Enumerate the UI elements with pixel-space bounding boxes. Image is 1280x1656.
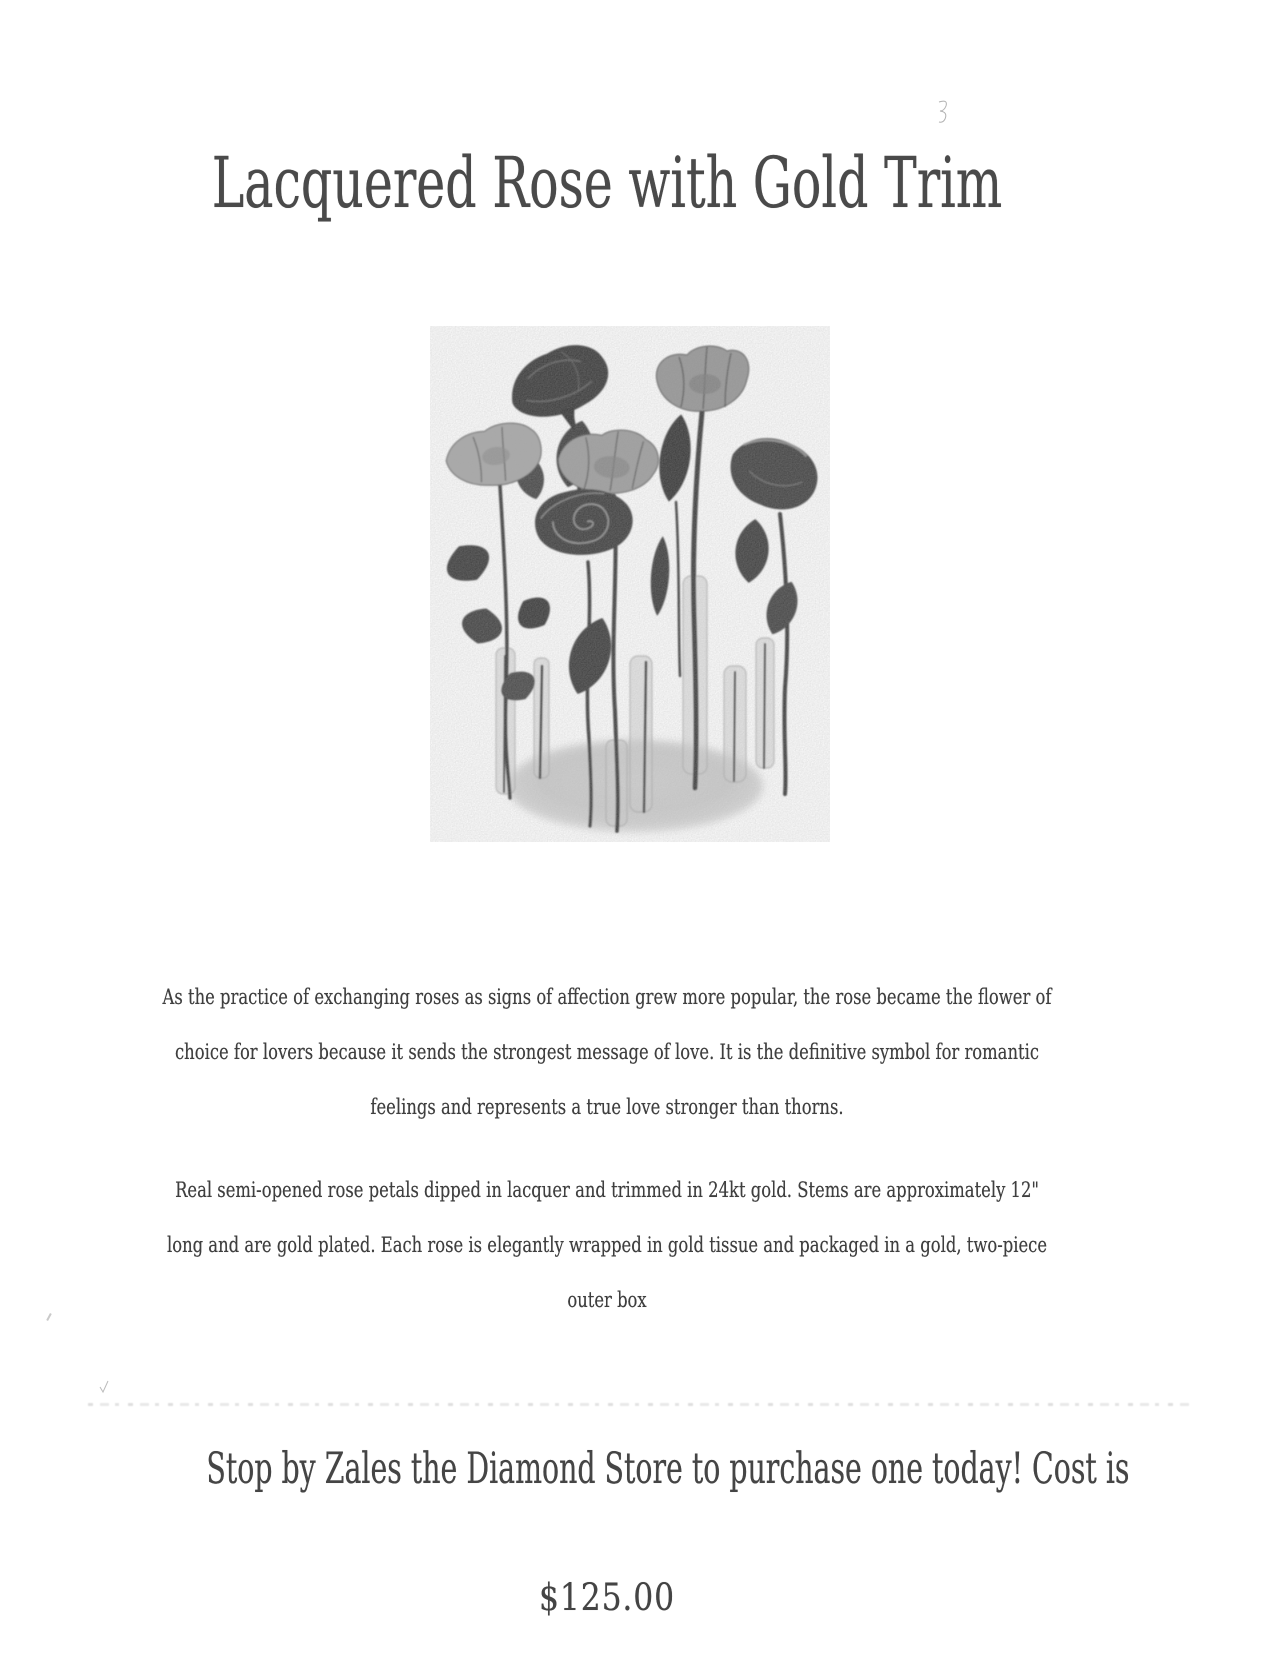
- intro-line-3: feelings and represents a true love stronger than thorns.: [370, 1095, 844, 1119]
- product-line-3: outer box: [567, 1288, 647, 1312]
- price-text: $125.00: [538, 1576, 675, 1619]
- scan-artifact: [46, 1313, 52, 1321]
- scan-smudge-line: [88, 1403, 1192, 1406]
- roses-illustration: [430, 326, 830, 842]
- intro-line-1: As the practice of exchanging roses as signs of affection grew more popular, the rose became the flower of: [162, 985, 1052, 1009]
- page-title: Lacquered Rose with Gold Trim: [211, 142, 1003, 224]
- intro-line-2: choice for lovers because it sends the strongest message of love. It is the definitive symbol for romantic: [174, 1040, 1039, 1064]
- call-to-action-text: Stop by Zales the Diamond Store to purchase one today! Cost is: [206, 1444, 1130, 1494]
- product-photo-lacquered-roses: [430, 326, 830, 842]
- product-line-1: Real semi-opened rose petals dipped in lacquer and trimmed in 24kt gold. Stems are approximately 12": [175, 1178, 1039, 1202]
- scan-artifact: [98, 1380, 110, 1394]
- scan-artifact: [936, 98, 954, 124]
- product-line-2: long and are gold plated. Each rose is elegantly wrapped in gold tissue and packaged in a gold, two-piece: [166, 1233, 1048, 1257]
- photocopy-grain-overlay: [430, 326, 830, 842]
